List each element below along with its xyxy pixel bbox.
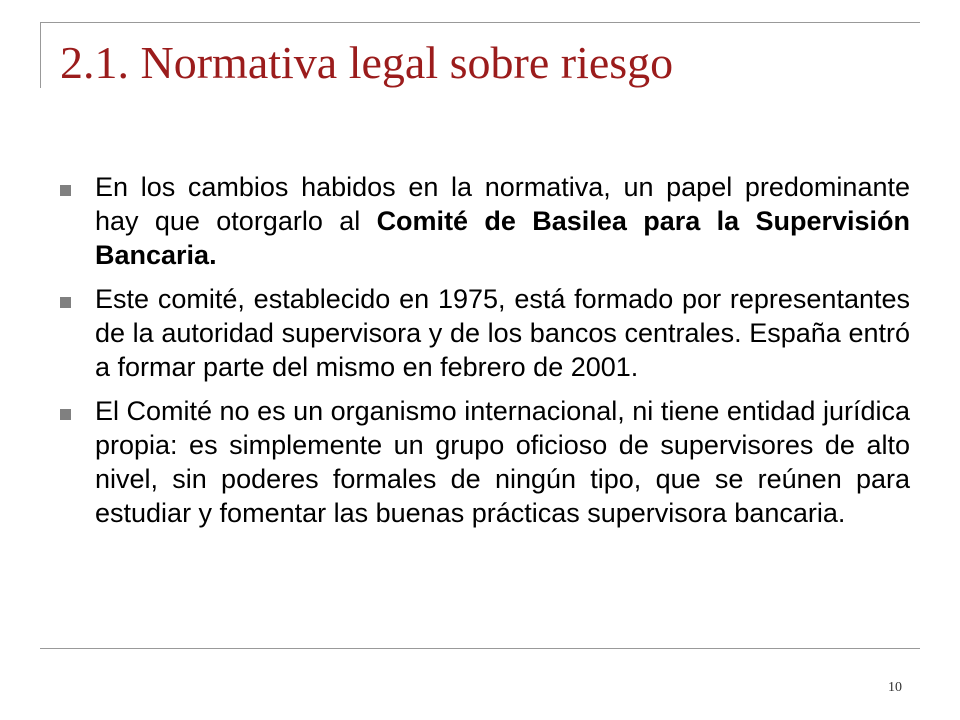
bottom-divider bbox=[40, 648, 920, 649]
square-bullet-icon bbox=[60, 409, 71, 420]
bullet-text: El Comité no es un organismo internacional, ni tiene entidad jurídica propia: es simplemente un grupo oficioso de supervisores de alto nivel, sin poderes formales de ningún tipo, que se reúnen para estudiar y fomentar las buenas prácticas supervisora bancaria. bbox=[95, 396, 910, 528]
left-accent-line bbox=[40, 22, 41, 88]
bullet-item bbox=[60, 170, 910, 272]
square-bullet-icon bbox=[60, 297, 71, 308]
square-bullet-icon bbox=[60, 185, 71, 196]
slide-title: 2.1. Normativa legal sobre riesgo bbox=[60, 37, 674, 88]
page-number: 10 bbox=[888, 680, 902, 695]
bullet-list bbox=[60, 170, 910, 540]
bullet-text-regular: En los cambios habidos en la normativa, un papel predominante hay que otorgarlo al bbox=[95, 172, 910, 236]
bullet-text: Este comité, establecido en 1975, está formado por representantes de la autoridad supervisora y de los bancos centrales. España entró a formar parte del mismo en febrero de 2001. bbox=[95, 284, 910, 382]
bullet-item bbox=[60, 282, 910, 384]
bullet-item bbox=[60, 394, 910, 530]
bullet-text-bold: Comité de Basilea para la Supervisión Bancaria. bbox=[95, 206, 910, 270]
bullet-text bbox=[95, 170, 910, 272]
top-divider bbox=[40, 22, 920, 23]
